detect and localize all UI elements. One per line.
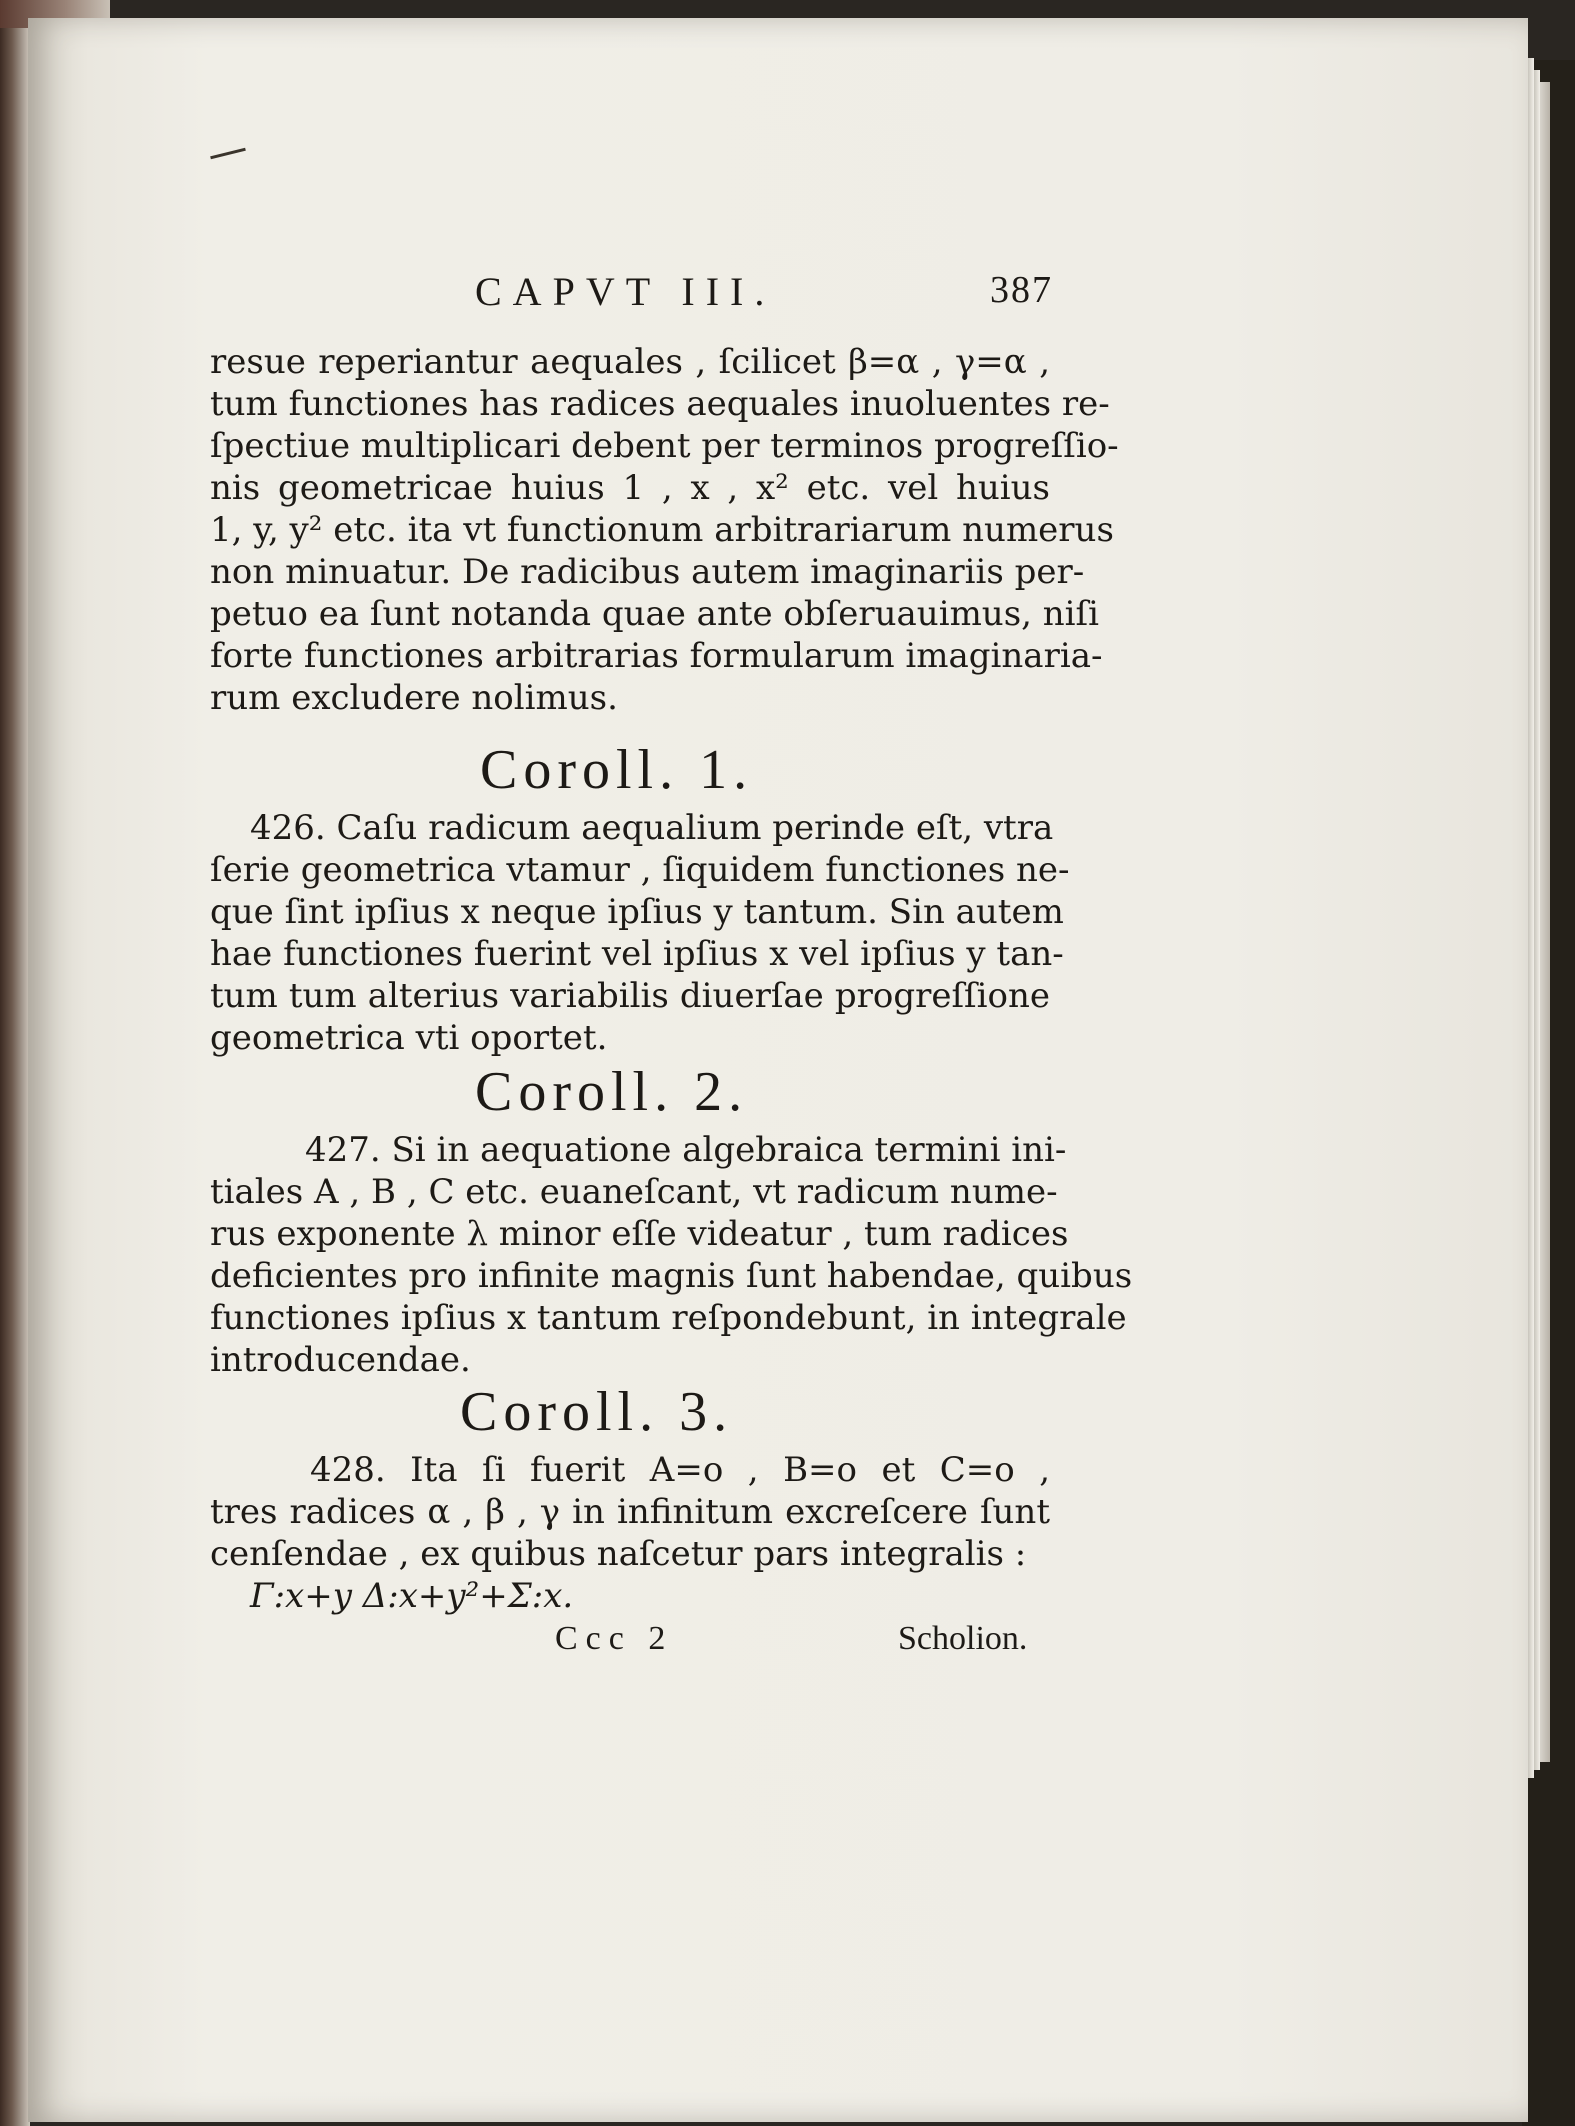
catchword: Scholion. — [898, 1620, 1028, 1657]
text-line: geometrica vti oportet. — [210, 1018, 608, 1058]
text-line: 427. Si in aequatione algebraica termini ini- — [305, 1130, 1067, 1170]
text-line: tres radices α , β , γ in infinitum excreſcere ſunt — [210, 1492, 1050, 1532]
text-line: petuo ea ſunt notanda quae ante obſeruauimus, niſi — [210, 594, 1099, 634]
section-heading: Coroll. 1. — [480, 739, 754, 801]
text-line: ſerie geometrica vtamur , ſiquidem functiones ne- — [210, 850, 1070, 890]
text-line: deficientes pro infinite magnis ſunt habendae, quibus — [210, 1256, 1133, 1296]
text-line: rum excludere nolimus. — [210, 678, 618, 718]
formula: Γ:x+y Δ:x+y²+Σ:x. — [250, 1576, 574, 1616]
page-number: 387 — [990, 269, 1053, 311]
text-line: ſpectiue multiplicari debent per terminos progreſſio- — [210, 426, 1119, 466]
text-line: tum tum alterius variabilis diuerſae progreſſione — [210, 976, 1050, 1016]
book-page — [28, 18, 1528, 2122]
text-line: 1, y, y² etc. ita vt functionum arbitrariarum numerus — [210, 510, 1114, 550]
text-line: 426. Caſu radicum aequalium perinde eſt, vtra — [250, 808, 1054, 848]
text-line: rus exponente λ minor eſſe videatur , tum radices — [210, 1214, 1069, 1254]
text-line: tiales A , B , C etc. euaneſcant, vt radicum nume- — [210, 1172, 1058, 1212]
section-heading: Coroll. 2. — [475, 1061, 749, 1123]
text-line: que ſint ipſius x neque ipſius y tantum. Sin autem — [210, 892, 1064, 932]
book-binding — [0, 0, 30, 2126]
section-heading: Coroll. 3. — [460, 1381, 734, 1443]
text-line: forte functiones arbitrarias formularum imaginaria- — [210, 636, 1103, 676]
text-line: cenſendae , ex quibus naſcetur pars integralis : — [210, 1534, 1027, 1574]
text-line: non minuatur. De radicibus autem imaginariis per- — [210, 552, 1085, 592]
text-line: tum functiones has radices aequales inuoluentes re- — [210, 384, 1110, 424]
text-line: functiones ipſius x tantum reſpondebunt, in integrale — [210, 1298, 1127, 1338]
text-line: nis geometricae huius 1 , x , x² etc. vel huius — [210, 468, 1050, 508]
text-line: 428. Ita ſi fuerit A=o , B=o et C=o , — [310, 1450, 1050, 1490]
text-line: resue reperiantur aequales , ſcilicet β=α , γ=α , — [210, 342, 1050, 382]
page-edge — [1540, 82, 1550, 1762]
text-line: hae functiones fuerint vel ipſius x vel ipſius y tan- — [210, 934, 1064, 974]
signature-mark: Ccc 2 — [555, 1620, 674, 1657]
running-head: CAPVT III. — [475, 269, 776, 314]
text-line: introducendae. — [210, 1340, 471, 1380]
